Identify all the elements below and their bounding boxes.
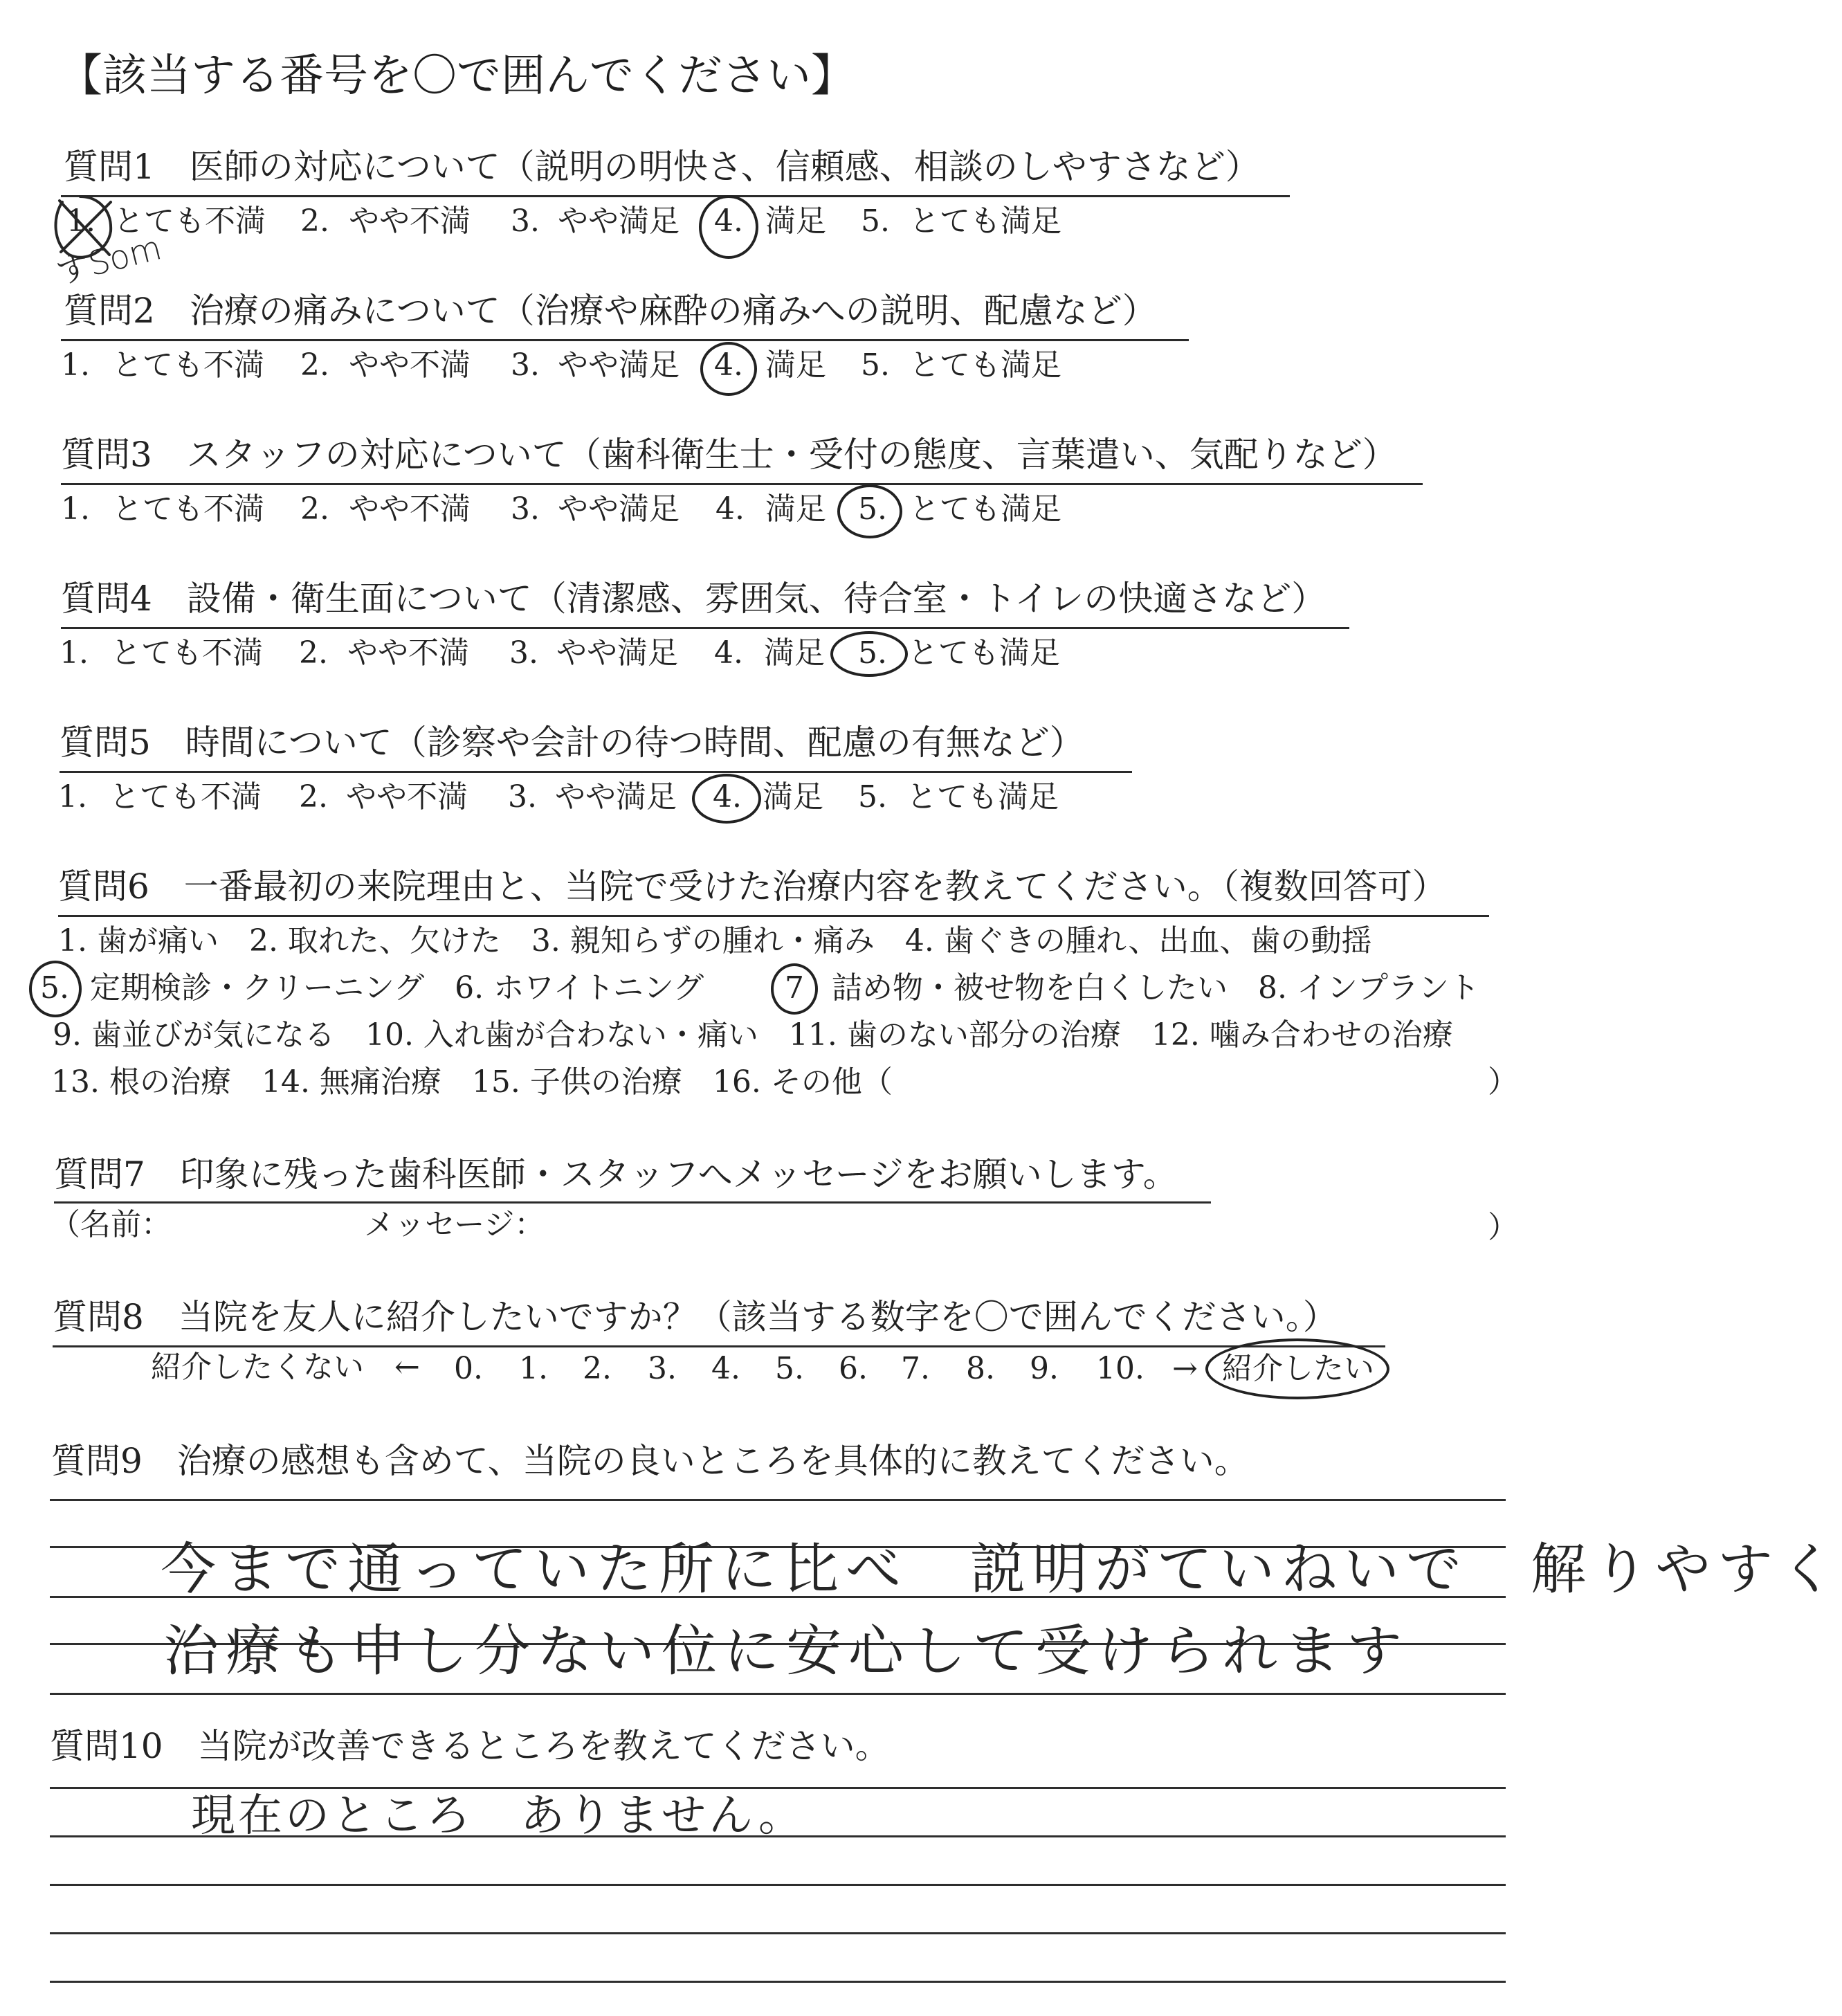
q8-selection-circle (1205, 1338, 1389, 1399)
q3-underline (61, 483, 1423, 485)
q1-option-3-label: やや満足 (558, 203, 680, 239)
q1-handwritten-note: すSom (52, 228, 166, 292)
q6-other-close-paren: ） (1488, 1064, 1518, 1100)
q2-option-4-number[interactable]: 4. (714, 347, 743, 383)
q7-title: 質問7 印象に残った歯科医師・スタッフへメッセージをお願いします。 (54, 1154, 1178, 1195)
q3-selection-circle (837, 484, 902, 538)
q8-scale-7[interactable]: 7. (901, 1351, 930, 1386)
q1-option-1-label: とても不満 (113, 203, 266, 239)
q5-underline (60, 771, 1132, 773)
q1-selection-circle (699, 195, 758, 259)
q3-option-1-number[interactable]: 1. (61, 491, 90, 527)
q4-option-3-label: やや満足 (556, 635, 678, 671)
q2-selection-circle (700, 342, 757, 396)
q8-scale-0[interactable]: 0. (454, 1351, 483, 1386)
q9-handwritten-answer-line-1: 今まで通っていた所に比べ 説明がていねいで 解りやすく (161, 1537, 1842, 1601)
q8-arrow-right: → (1172, 1351, 1198, 1386)
q2-option-2-number[interactable]: 2. (300, 347, 329, 383)
q8-scale-9[interactable]: 9. (1030, 1351, 1059, 1386)
q2-underline (61, 339, 1189, 341)
form-header: 【該当する番号を〇で囲んでください】 (58, 51, 855, 102)
q1-option-4-number[interactable]: 4. (714, 203, 743, 239)
q3-title: 質問3 スタッフの対応について（歯科衛生士・受付の態度、言葉遣い、気配りなど） (61, 435, 1397, 475)
q6-option-7-number[interactable]: 7 (785, 970, 804, 1006)
q3-option-5-label: とても満足 (909, 491, 1061, 527)
q4-option-2-number[interactable]: 2. (299, 635, 328, 671)
q3-option-2-number[interactable]: 2. (300, 491, 329, 527)
q4-option-2-label: やや不満 (347, 635, 469, 671)
q7-underline (54, 1201, 1211, 1204)
q5-option-4-label: 満足 (763, 779, 823, 815)
q4-option-1-number[interactable]: 1. (60, 635, 89, 671)
q6-selection-circle-5 (29, 961, 82, 1017)
q5-option-2-number[interactable]: 2. (299, 779, 328, 815)
q9-answer-line-5 (50, 1693, 1506, 1695)
q6-options-row-4[interactable]: 13. 根の治療 14. 無痛治療 15. 子供の治療 16. その他（ (51, 1064, 893, 1100)
q1-option-1-number[interactable]: 1. (66, 203, 95, 239)
q6-options-row-1[interactable]: 1. 歯が痛い 2. 取れた、欠けた 3. 親知らずの腫れ・痛み 4. 歯ぐきの腫れ、出血、歯の動揺 (58, 923, 1372, 959)
q3-option-3-number[interactable]: 3. (511, 491, 540, 527)
q1-option-5-number[interactable]: 5. (861, 203, 890, 239)
q3-option-3-label: やや満足 (558, 491, 680, 527)
q2-option-1-number[interactable]: 1. (61, 347, 90, 383)
q2-option-5-number[interactable]: 5. (861, 347, 890, 383)
q10-title: 質問10 当院が改善できるところを教えてください。 (50, 1726, 890, 1766)
q6-title: 質問6 一番最初の来院理由と、当院で受けた治療内容を教えてください。（複数回答可） (58, 866, 1447, 907)
q8-right-label[interactable]: 紹介したい (1222, 1351, 1374, 1386)
q8-scale-3[interactable]: 3. (648, 1351, 677, 1386)
q9-handwritten-answer-line-2: 治療も申し分ない位に安心して受けられます (163, 1619, 1409, 1683)
q5-option-2-label: やや不満 (346, 779, 468, 815)
q10-answer-line-5 (50, 1981, 1506, 1983)
q1-option-4-label: 満足 (765, 203, 826, 239)
q3-option-2-label: やや不満 (349, 491, 471, 527)
q5-option-5-number[interactable]: 5. (858, 779, 887, 815)
q5-option-3-label: やや満足 (555, 779, 677, 815)
q8-title: 質問8 当院を友人に紹介したいですか？（該当する数字を〇で囲んでください。） (53, 1297, 1338, 1337)
q3-option-4-label: 満足 (765, 491, 826, 527)
q2-option-3-label: やや満足 (558, 347, 680, 383)
q6-option-5-number[interactable]: 5. (40, 970, 69, 1006)
q8-scale-10[interactable]: 10. (1096, 1351, 1145, 1386)
q5-option-1-label: とても不満 (109, 779, 262, 815)
q1-underline (61, 195, 1290, 197)
q5-title: 質問5 時間について（診察や会計の待つ時間、配慮の有無など） (60, 723, 1084, 763)
q4-option-3-number[interactable]: 3. (509, 635, 538, 671)
q6-options-row-2a[interactable]: 定期検診・クリーニング 6. ホワイトニング (90, 970, 704, 1006)
q8-underline (53, 1345, 1385, 1347)
q10-answer-line-3 (50, 1884, 1506, 1886)
q8-scale-2[interactable]: 2. (583, 1351, 612, 1386)
q4-title: 質問4 設備・衛生面について（清潔感、雰囲気、待合室・トイレの快適さなど） (61, 579, 1326, 619)
q2-option-5-label: とても満足 (909, 347, 1061, 383)
q5-option-4-number[interactable]: 4. (713, 779, 742, 815)
q7-close-paren: ） (1488, 1210, 1518, 1245)
q10-answer-line-4 (50, 1932, 1506, 1934)
q9-title: 質問9 治療の感想も含めて、当院の良いところを具体的に教えてください。 (51, 1441, 1249, 1481)
q5-selection-circle (692, 774, 761, 824)
q1-option-2-number[interactable]: 2. (300, 203, 329, 239)
q7-name-label: （名前： (50, 1207, 172, 1242)
q3-option-5-number[interactable]: 5. (858, 491, 887, 527)
q1-option-5-label: とても満足 (909, 203, 1061, 239)
q6-selection-circle-7 (771, 963, 818, 1015)
q5-option-5-label: とても満足 (906, 779, 1059, 815)
q6-options-row-2b[interactable]: 詰め物・被せ物を白くしたい 8. インプラント (832, 970, 1479, 1006)
q1-title: 質問1 医師の対応について（説明の明快さ、信頼感、相談のしやすさなど） (64, 147, 1260, 187)
q2-title: 質問2 治療の痛みについて（治療や麻酔の痛みへの説明、配慮など） (64, 291, 1157, 331)
q4-option-4-number[interactable]: 4. (714, 635, 743, 671)
q8-scale-1[interactable]: 1. (519, 1351, 548, 1386)
q4-option-4-label: 満足 (764, 635, 825, 671)
q8-scale-4[interactable]: 4. (711, 1351, 740, 1386)
q8-scale-6[interactable]: 6. (839, 1351, 868, 1386)
q8-left-label: 紹介したくない ← (151, 1350, 420, 1385)
q3-option-1-label: とても不満 (112, 491, 264, 527)
q6-options-row-3[interactable]: 9. 歯並びが気になる 10. 入れ歯が合わない・痛い 11. 歯のない部分の治療 12. 噛み合わせの治療 (53, 1017, 1453, 1053)
q7-message-label: メッセージ： (364, 1207, 545, 1242)
q2-option-4-label: 満足 (765, 347, 826, 383)
q4-option-1-label: とても不満 (111, 635, 263, 671)
q4-option-5-label: とても満足 (908, 635, 1060, 671)
q5-option-3-number[interactable]: 3. (508, 779, 537, 815)
q2-option-1-label: とても不満 (112, 347, 264, 383)
q8-scale-5[interactable]: 5. (775, 1351, 804, 1386)
q4-underline (61, 627, 1349, 629)
q1-option-3-number[interactable]: 3. (511, 203, 540, 239)
q2-option-3-number[interactable]: 3. (511, 347, 540, 383)
q1-option-2-label: やや不満 (349, 203, 471, 239)
q5-option-1-number[interactable]: 1. (58, 779, 87, 815)
q9-answer-line-1 (50, 1499, 1506, 1501)
q4-selection-circle (830, 631, 908, 677)
q8-scale-8[interactable]: 8. (966, 1351, 995, 1386)
q10-answer-line-1 (50, 1787, 1506, 1789)
q10-handwritten-answer: 現在のところ ありません。 (191, 1790, 805, 1842)
q2-option-2-label: やや不満 (349, 347, 471, 383)
q3-option-4-number[interactable]: 4. (715, 491, 745, 527)
q6-underline (58, 915, 1489, 917)
q4-option-5-number[interactable]: 5. (858, 635, 887, 671)
